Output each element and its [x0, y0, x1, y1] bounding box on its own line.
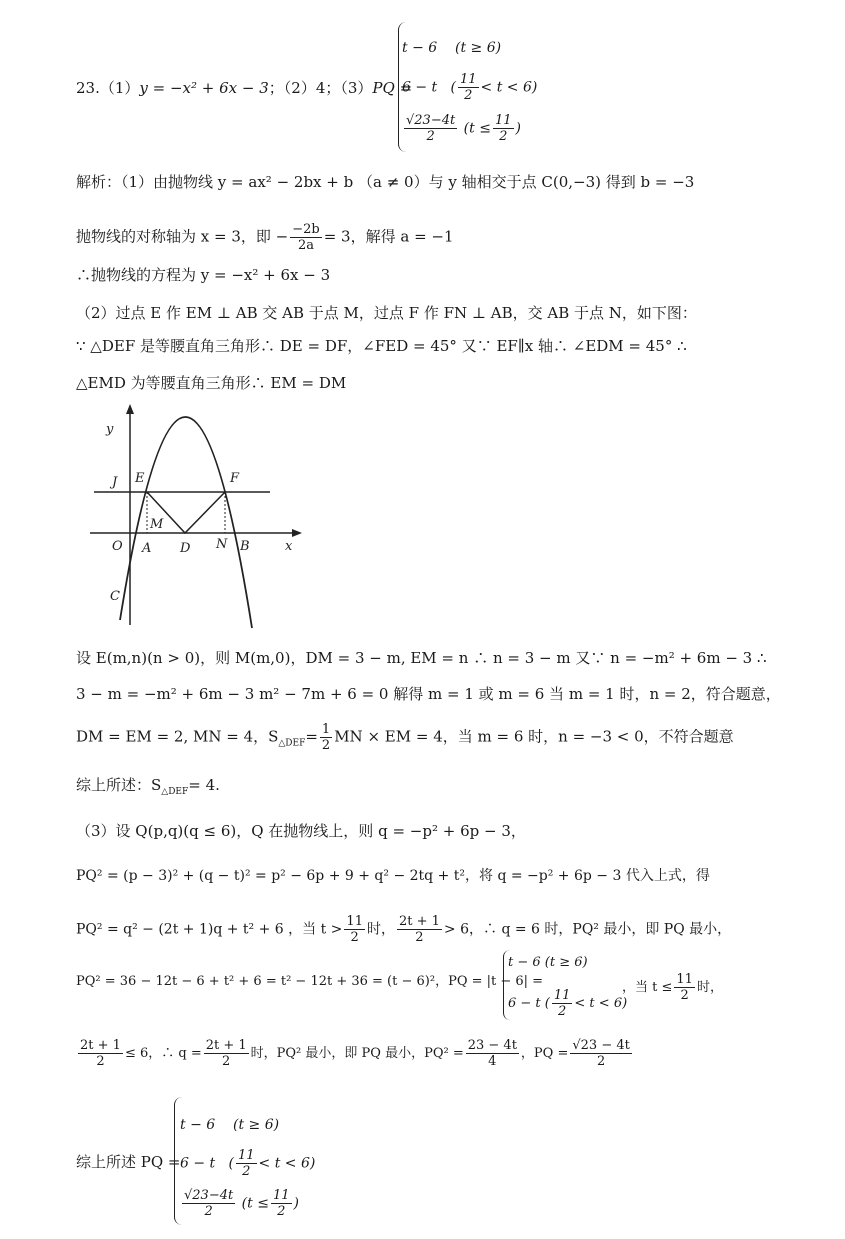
solution-line-3: ∴抛物线的方程为 y = −x² + 6x − 3: [76, 266, 331, 284]
num: 11: [238, 1148, 255, 1163]
label-C: C: [110, 589, 120, 604]
den: 2a: [297, 238, 314, 253]
solution-line-4: （2）过点 E 作 EM ⊥ AB 交 AB 于点 M，过点 F 作 FN ⊥ AB，交 AB 于点 N，如下图：: [76, 304, 697, 322]
fraction: [182, 1188, 235, 1219]
case-expr: 6 − t: [402, 79, 438, 96]
answer-part2: 4: [315, 79, 326, 97]
case-2-2: [508, 988, 627, 1019]
text: ，当 t ≤: [622, 980, 673, 995]
case-3-3: [180, 1188, 299, 1219]
num: 11: [346, 914, 363, 929]
case-2-1: t − 6 (t ≥ 6): [508, 955, 588, 970]
text: 6 − t (: [508, 996, 550, 1011]
solution-line-15: [76, 1038, 634, 1069]
case-expr: t − 6: [402, 40, 438, 56]
den: 2: [464, 88, 473, 103]
solution-line-9: [76, 722, 734, 754]
fraction: [204, 1038, 249, 1069]
x-axis-arrow: [292, 529, 302, 537]
summary-line: 综上所述 PQ =: [76, 1153, 181, 1171]
num: √23−4t: [184, 1188, 234, 1203]
solution-line-10: [76, 775, 220, 802]
den: 2: [321, 738, 331, 753]
subscript: △DEF: [161, 787, 189, 797]
num: 2t + 1: [398, 914, 440, 929]
text: < t < 6): [574, 996, 628, 1011]
text: = 4.: [188, 776, 220, 794]
den: 2: [557, 1004, 567, 1019]
case-cond: (: [450, 79, 456, 96]
num: 11: [460, 72, 477, 87]
text: 时，: [696, 980, 723, 995]
answer-part3-label: PQ =: [372, 79, 413, 97]
case-3-1: [180, 1117, 279, 1133]
den: 2: [426, 129, 435, 144]
den: 2: [277, 1204, 286, 1219]
text: 综上所述：S: [76, 776, 162, 794]
case-cond: (: [228, 1155, 234, 1172]
solution-line-1: 解析：（1）由抛物线 y = ax² − 2bx + b （a ≠ 0）与 y 轴相交于点 C(0,−3) 得到 b = −3: [76, 173, 695, 191]
fraction: [344, 914, 365, 945]
text: PQ² = q² − (2t + 1)q + t² + 6 ，当 t >: [76, 921, 343, 938]
den: 2: [242, 1164, 251, 1179]
case-cond: ): [293, 1195, 299, 1212]
text: ≤ 6，∴ q =: [124, 1046, 202, 1061]
solution-line-6: △EMD 为等腰直角三角形∴ EM = DM: [76, 374, 347, 392]
answer-line: [76, 78, 412, 98]
num: 23 − 4t: [467, 1038, 517, 1053]
case-cond: (t ≥ 6): [232, 1117, 280, 1133]
label-B: B: [240, 539, 250, 554]
y-axis-arrow: [126, 404, 134, 414]
fraction: [674, 972, 695, 1003]
fraction: [493, 113, 514, 144]
separator: ；（2）: [268, 79, 316, 97]
fraction: [290, 222, 322, 253]
case-3-2: [180, 1148, 315, 1179]
solution-line-14: [76, 972, 543, 992]
solution-line-8: 3 − m = −m² + 6m − 3 m² − 7m + 6 = 0 解得 m = 1 或 m = 6 当 m = 1 时，n = 2，符合题意，: [76, 685, 781, 703]
fraction: [552, 988, 573, 1019]
fraction: [397, 914, 442, 945]
parabola-figure: [90, 400, 310, 630]
case-expr: 6 − t: [180, 1155, 216, 1172]
solution-line-2: [76, 222, 454, 253]
text: DM = EM = 2, MN = 4，S: [76, 727, 279, 746]
answer-part1: y = −x² + 6x − 3: [139, 79, 269, 97]
num: 11: [272, 1188, 290, 1203]
label-y: y: [106, 422, 114, 437]
label-A: A: [142, 541, 152, 556]
label-O: O: [112, 539, 123, 554]
label-F: F: [230, 471, 240, 486]
num: √23−4t: [406, 113, 456, 128]
num: 11: [494, 113, 512, 128]
case-cond: (t ≥ 6): [454, 40, 502, 56]
fraction: [466, 1038, 519, 1069]
den: 2: [204, 1204, 213, 1219]
case-cond: ): [515, 120, 521, 137]
den: 2: [680, 988, 689, 1003]
fraction: [404, 113, 457, 144]
text: 时，PQ² 最小，即 PQ 最小，PQ² =: [250, 1046, 464, 1061]
text: 抛物线的对称轴为 x = 3，即 −: [76, 227, 289, 246]
solution-line-13: [76, 914, 731, 945]
den: 4: [488, 1054, 497, 1069]
text: =: [305, 727, 318, 746]
case-3: [402, 113, 521, 144]
num: −2b: [292, 222, 320, 237]
parabola-curve: [120, 417, 252, 628]
text: PQ² = 36 − 12t − 6 + t² + 6 = t² − 12t + 36 = (t − 6)²，PQ = |t − 6| =: [76, 974, 544, 989]
fraction: [271, 1188, 292, 1219]
label-M: M: [150, 517, 164, 532]
fraction: [78, 1038, 123, 1069]
num: √23 − 4t: [572, 1038, 630, 1053]
fraction: [570, 1038, 631, 1069]
label-J: J: [112, 475, 118, 490]
label-E: E: [135, 471, 145, 486]
den: 2: [96, 1054, 105, 1069]
solution-line-11: （3）设 Q(p,q)(q ≤ 6)，Q 在抛物线上，则 q = −p² + 6p − 3，: [76, 822, 526, 840]
text: > 6，∴ q = 6 时，PQ² 最小，即 PQ 最小，: [443, 921, 732, 938]
fraction: [320, 722, 332, 753]
solution-line-5: ∵ △DEF 是等腰直角三角形∴ DE = DF，∠FED = 45° 又∵ EF∥x 轴∴ ∠EDM = 45° ∴: [76, 337, 687, 355]
solution-line-7: 设 E(m,n)(n > 0)，则 M(m,0)，DM = 3 − m, EM = n ∴ n = 3 − m 又∵ n = −m² + 6m − 3 ∴: [76, 649, 767, 667]
case-2: [402, 72, 537, 103]
num: 2t + 1: [80, 1038, 121, 1053]
solution-line-14b: [622, 972, 723, 1003]
case-1: [402, 40, 501, 56]
case-expr: t − 6: [180, 1117, 216, 1133]
case-cond: (t ≤: [463, 120, 491, 137]
den: 2: [415, 930, 424, 945]
label-N: N: [216, 537, 228, 552]
question-number: 23.（1）: [76, 79, 140, 97]
solution-line-12: PQ² = (p − 3)² + (q − t)² = p² − 6p + 9 + q² − 2tq + t²，将 q = −p² + 6p − 3 代入上式，得: [76, 868, 710, 884]
num: 2t + 1: [205, 1038, 247, 1053]
text: MN × EM = 4，当 m = 6 时，n = −3 < 0，不符合题意: [334, 727, 734, 746]
subscript: △DEF: [278, 738, 306, 749]
fraction: [458, 72, 479, 103]
separator: ；（3）: [325, 79, 373, 97]
den: 2: [499, 129, 508, 144]
den: 2: [596, 1054, 606, 1069]
num: 11: [553, 988, 571, 1003]
label-D: D: [180, 541, 191, 556]
case-cond: < t < 6): [480, 79, 538, 96]
num: 11: [676, 972, 693, 987]
den: 2: [222, 1054, 231, 1069]
text: ，PQ =: [520, 1046, 569, 1061]
case-cond: (t ≤: [241, 1195, 269, 1212]
num: 1: [321, 722, 331, 737]
label-x: x: [285, 539, 293, 554]
text: = 3，解得 a = −1: [323, 227, 454, 246]
den: 2: [350, 930, 359, 945]
case-cond: < t < 6): [258, 1155, 316, 1172]
fraction: [236, 1148, 257, 1179]
text: 时，: [366, 921, 395, 938]
